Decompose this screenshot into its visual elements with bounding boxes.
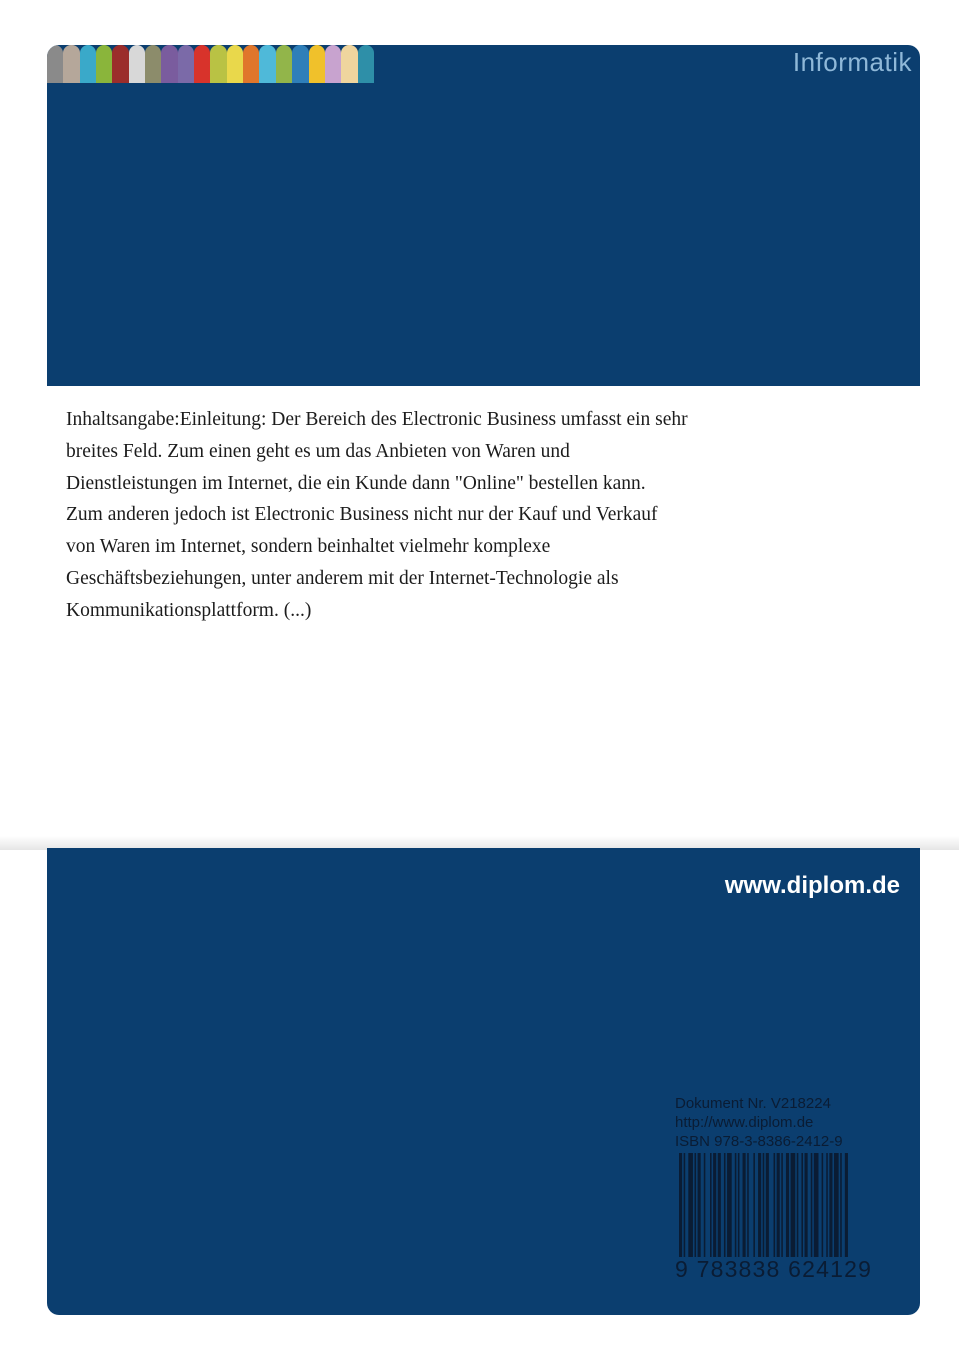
summary-line: Dienstleistungen im Internet, die ein Kunde dann "Online" bestellen kann. [66, 472, 646, 494]
barcode-bar [811, 1153, 813, 1257]
barcode-digits: 9 783838 624129 [675, 1256, 873, 1282]
barcode-bar [704, 1153, 706, 1257]
barcode-bar [753, 1153, 755, 1257]
barcode-bar [786, 1153, 789, 1257]
barcode-bar [822, 1153, 824, 1257]
color-stripe [210, 45, 226, 83]
color-stripe [63, 45, 79, 83]
color-stripe [227, 45, 243, 83]
color-stripe [178, 45, 194, 83]
barcode-bar [781, 1153, 783, 1257]
color-stripe [80, 45, 96, 83]
barcode-bar [834, 1153, 839, 1257]
barcode-bar [777, 1153, 780, 1257]
isbn: ISBN 978-3-8386-2412-9 [675, 1133, 843, 1150]
color-stripe [161, 45, 177, 83]
summary-line: von Waren im Internet, sondern beinhaltet vielmehr komplexe [66, 536, 551, 558]
color-stripe [341, 45, 357, 83]
barcode-bar [829, 1153, 832, 1257]
color-stripe [358, 45, 374, 83]
barcode-bar [679, 1153, 682, 1257]
color-stripe [129, 45, 145, 83]
document-number: Dokument Nr. V218224 [675, 1095, 831, 1112]
color-stripe-bar [47, 45, 374, 83]
color-stripe [292, 45, 308, 83]
color-stripe [96, 45, 112, 83]
summary-line: Geschäftsbeziehungen, unter anderem mit der Internet-Technologie als [66, 567, 619, 589]
barcode-bar [743, 1153, 746, 1257]
top-cover-panel [47, 45, 920, 386]
barcode-bar [727, 1153, 732, 1257]
summary-line: Kommunikationsplattform. (...) [66, 599, 312, 621]
barcode-bar [801, 1153, 803, 1257]
barcode-bar [735, 1153, 737, 1257]
category-label: Informatik [792, 47, 912, 77]
barcode-bar [724, 1153, 726, 1257]
barcode-bar [710, 1153, 712, 1257]
barcode-bar [766, 1153, 769, 1257]
summary-line: breites Feld. Zum einen geht es um das Anbieten von Waren und [66, 440, 570, 462]
color-stripe [259, 45, 275, 83]
barcode-bar [826, 1153, 828, 1257]
publication-info [675, 1094, 843, 1151]
publisher-url: www.diplom.de [724, 872, 900, 899]
bottom-cover-panel [47, 848, 920, 1315]
color-stripe [309, 45, 325, 83]
barcode [675, 1153, 901, 1261]
barcode-bar [774, 1153, 776, 1257]
barcode-bar [684, 1153, 686, 1257]
barcode-bar [713, 1153, 716, 1257]
website-url: http://www.diplom.de [675, 1114, 814, 1131]
barcode-bar [763, 1153, 765, 1257]
barcode-bar [747, 1153, 749, 1257]
color-stripe [47, 45, 63, 83]
barcode-bar [718, 1153, 721, 1257]
barcode-bar [698, 1153, 701, 1257]
barcode-bar [797, 1153, 799, 1257]
summary-line: Zum anderen jedoch ist Electronic Business nicht nur der Kauf und Verkauf [66, 504, 658, 526]
color-stripe [112, 45, 128, 83]
barcode-bar [814, 1153, 819, 1257]
color-stripe [243, 45, 259, 83]
summary-text [66, 404, 806, 627]
barcode-bar [791, 1153, 796, 1257]
barcode-bar [758, 1153, 761, 1257]
color-stripe [276, 45, 292, 83]
color-stripe [194, 45, 210, 83]
summary-line: Inhaltsangabe:Einleitung: Der Bereich des Electronic Business umfasst ein sehr [66, 409, 688, 430]
barcode-bar [738, 1153, 740, 1257]
barcode-bar [845, 1153, 848, 1257]
color-stripe [325, 45, 341, 83]
barcode-bar [840, 1153, 842, 1257]
barcode-bar [688, 1153, 693, 1257]
barcode-bar [805, 1153, 808, 1257]
color-stripe [145, 45, 161, 83]
barcode-bar [695, 1153, 697, 1257]
